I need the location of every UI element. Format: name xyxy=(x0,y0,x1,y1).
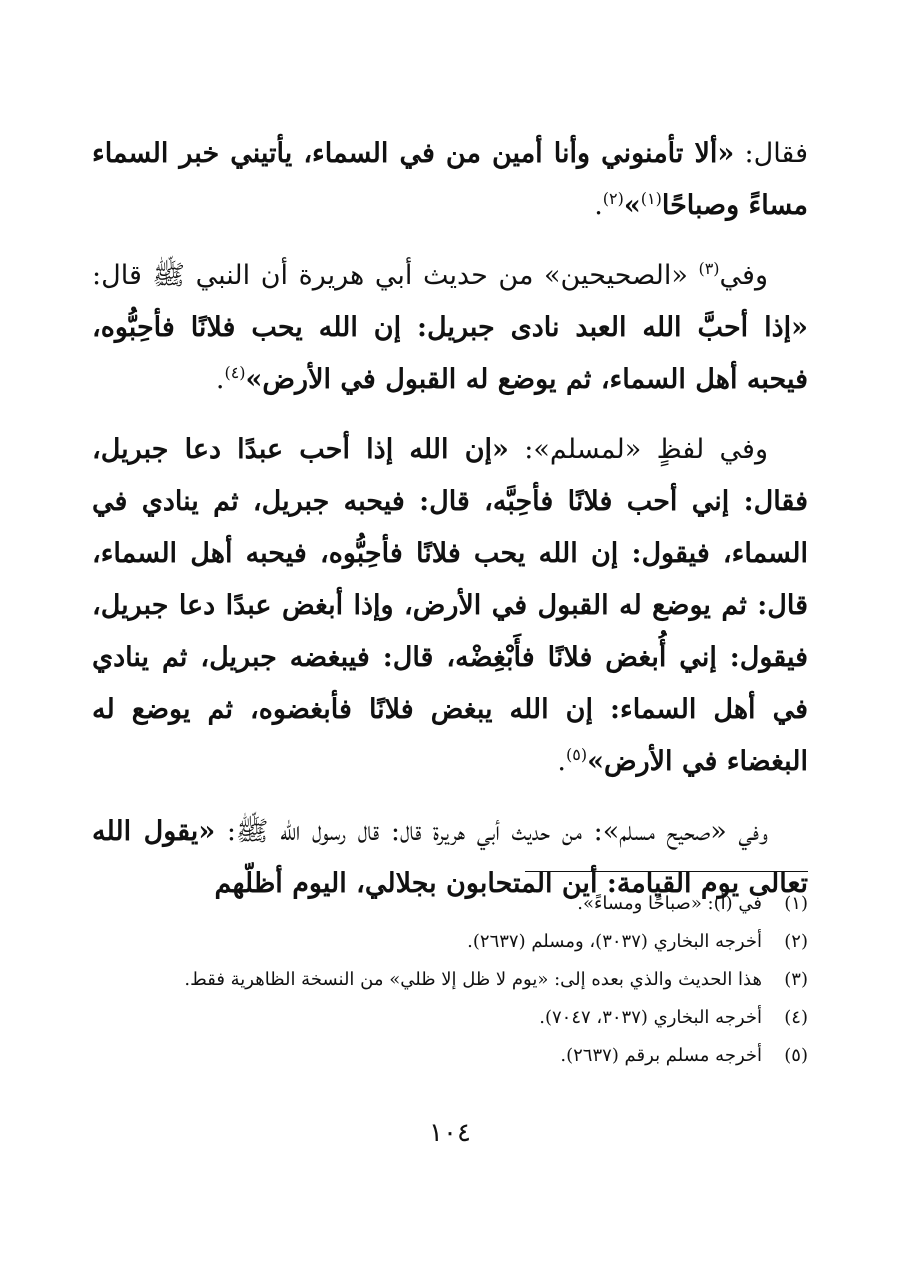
hadith-text: » xyxy=(623,190,641,221)
footnote-number: (٣) xyxy=(784,969,808,990)
footnote-reference: (٣) xyxy=(698,259,720,278)
narration-text: . xyxy=(594,190,603,221)
footnote-text: في (أ): «صباحًا ومساءً». xyxy=(577,893,762,914)
hadith-text: «إذا أحبَّ الله العبد نادى جبريل: إن الله يحب فلانًا فأحِبُّوه، فيحبه أهل السماء، ثم يوضع له القبول في الأرض» xyxy=(92,312,808,395)
footnote xyxy=(92,999,808,1037)
page-number: ١٠٤ xyxy=(429,1118,471,1148)
main-text xyxy=(92,128,808,928)
hadith-text: «ألا تأمنوني وأنا أمين من في السماء، يأتيني خبر السماء مساءً وصباحًا xyxy=(92,138,808,221)
footnote xyxy=(92,885,808,923)
footnote xyxy=(92,1037,808,1075)
footnote-number: (٢) xyxy=(784,931,808,952)
narration-text: وفي لفظٍ «لمسلم»: xyxy=(508,434,768,465)
narration-text: وفي xyxy=(719,260,768,291)
narration-text: . xyxy=(215,364,225,395)
hadith-text: «إن الله إذا أحب عبدًا دعا جبريل، فقال: إني أحب فلانًا فأحِبَّه، قال: فيحبه جبريل، ثم ينادي في السماء، فيقول: إن الله يحب فلانًا فأحِبُّوه، فيحبه أهل السماء، قال: ثم يوضع له القبول في الأرض، وإذا أبغض عبدًا دعا جبريل، فيقول: إني أُبغض فلانًا فأَبْغِضْه، قال: فيبغضه جبريل، ثم ينادي في أهل السماء: إن الله يبغض فلانًا فأبغضوه، ثم يوضع له البغضاء في الأرض» xyxy=(92,434,808,777)
hadith-text: «يقول الله تعالى يوم القيامة: أين المتحابون بجلالي، اليوم أظلّهم xyxy=(92,816,808,899)
footnote-number: (٤) xyxy=(784,1007,808,1028)
footnote-reference: (٤) xyxy=(224,363,246,382)
footnote-reference: (١) xyxy=(640,189,662,208)
paragraph xyxy=(92,424,808,788)
footnote-divider xyxy=(525,871,808,872)
footnote-reference: (٢) xyxy=(602,189,624,208)
paragraph xyxy=(92,250,808,406)
footnote-text: أخرجه البخاري (٣٠٣٧)، ومسلم (٢٦٣٧). xyxy=(467,931,762,952)
footnotes xyxy=(92,885,808,1075)
narration-text: فقال: xyxy=(734,138,809,169)
footnote-number: (٥) xyxy=(784,1045,808,1066)
narration-text: . xyxy=(557,746,566,777)
footnote-text: هذا الحديث والذي بعده إلى: «يوم لا ظل إلا ظلي» من النسخة الظاهرية فقط. xyxy=(184,969,762,990)
footnote xyxy=(92,961,808,999)
footnote-reference: (٥) xyxy=(566,745,588,764)
narration-text: وفي «صحيح مسلم»: من حديث أبي هريرة قال: قال رسول الله ﷺ: xyxy=(215,816,769,847)
paragraph xyxy=(92,128,808,232)
footnote xyxy=(92,923,808,961)
footnote-text: أخرجه مسلم برقم (٢٦٣٧). xyxy=(560,1045,762,1066)
footnote-text: أخرجه البخاري (٣٠٣٧، ٧٠٤٧). xyxy=(539,1007,762,1028)
footnote-number: (١) xyxy=(784,893,808,914)
narration-text: «الصحيحين» من حديث أبي هريرة أن النبي ﷺ قال: xyxy=(92,260,699,291)
